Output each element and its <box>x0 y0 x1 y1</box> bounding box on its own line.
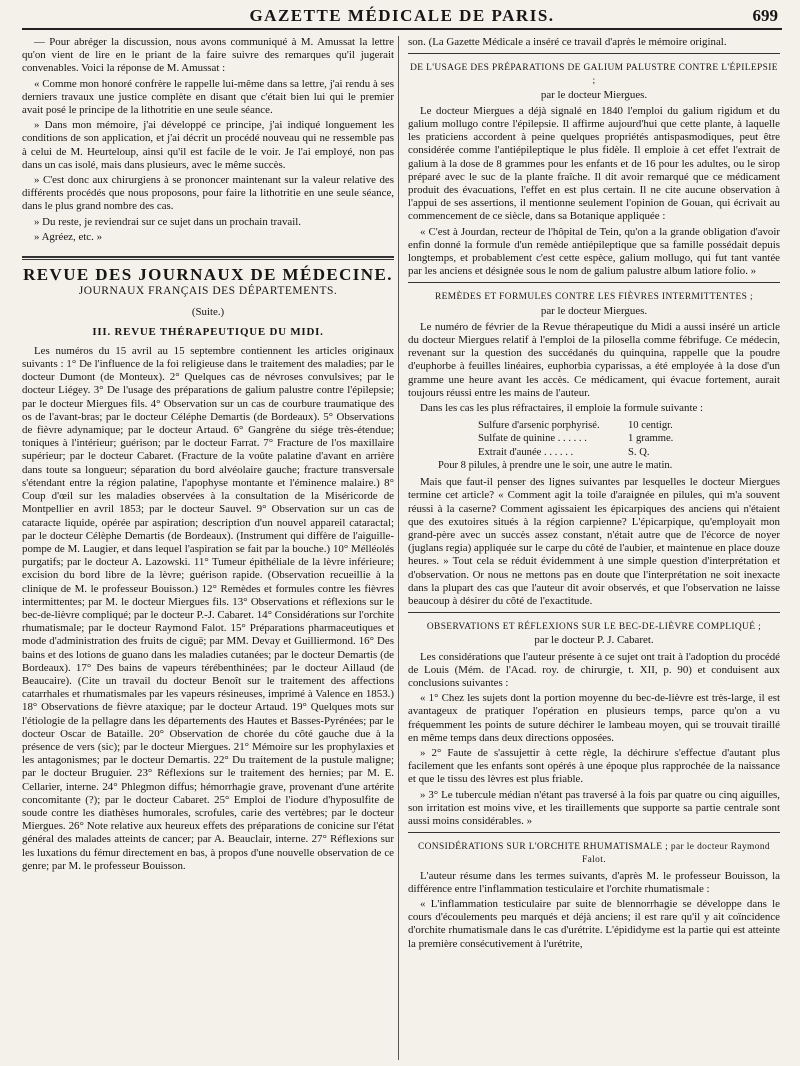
article-heading <box>408 291 780 318</box>
paragraph: « L'inflammation testiculaire par suite de blennorrhagie se développe dans le cours d'écoulements peu marqués et déjà anciens; il est rare qu'il y ait coïncidence d'orchite rhumatismale dans le cas d'urétrite. L'épididyme est la partie qui est atteinte la première consécutivement à l'urétrite, <box>408 897 780 950</box>
formula-ingredient: Sulfate de quinine . . . . . . <box>478 433 587 445</box>
right-column <box>408 36 780 1060</box>
formula-ingredient: Extrait d'aunée . . . . . . <box>478 446 574 458</box>
paragraph: » Dans mon mémoire, j'ai développé ce principe, j'ai indiqué longuement les conditions de son application, et j'ai décrit un procédé nouveau qui ne ressemble pas à celui de M. Heurteloup, ainsi qu'il est facile de le voir. Je l'ai employé, non pas dans un cas isolé, mais dans plusieurs, avec le même succès. <box>22 119 394 171</box>
formula-dose: S. Q. <box>628 446 650 458</box>
paragraph: Le docteur Miergues a déjà signalé en 1840 l'emploi du galium rigidum et du galium mollugo contre l'épilepsie. Il affirme aujourd'hui que cette plante, à laquelle les praticiens accordent à peine quelques propriétés antispasmodiques, peut être considérée comme l'antiépileptique le plus fidèle. Il emploie à cet effet l'extrait de galium à la dose de 8 grammes pour les enfants et de 16 pour les adultes, ou le sirop préparé avec le suc de la plante fraîche. Il dit avoir remarqué que ce médicament produit des évacuations, l'effet en est plus certain. Il ne cite aucune observation à l'appui de ses assertions, il mentionne seulement l'opinion de Gouan, qui écrivait au commencement de ce siècle, dans sa Botanique appliquée : <box>408 104 780 223</box>
article-heading: CONSIDÉRATIONS SUR L'ORCHITE RHUMATISMALE ; par le docteur Raymond Falot. <box>417 842 771 866</box>
paragraph: — Pour abréger la discussion, nous avons communiqué à M. Amussat la lettre qu'on vient de lire en le priant de la faire suivre des remarques qu'il jugerait convenables. Voici la réponse de M. Amussat : <box>22 36 394 75</box>
article-heading <box>408 621 780 648</box>
article-list: Les numéros du 15 avril au 15 septembre contiennent les articles originaux suivants : 1° De l'influence de la foi religieuse dans le traitement des maladies; par le docteur Dumont (de Monteux). 2° Quelques cas de névroses convulsives; par le docteur Liégey. 3° De l'usage des préparations de galium palustre contre l'épilepsie; par le docteur Miergues fils. 4° Observation sur un cas de courbure traumatique des os de l'avant-bras; par le docteur Céléphe Demartis (de Bordeaux). 5° Observations de fièvre adynamique; par le docteur Artaud. 6° Gangrène du siége très-étendue; toniques à l'intérieur; guérison; par le docteur Farrat. 7° Fracture de l'os maxillaire supérieur; par le docteur Cabaret. (Fracture de la voûte palatine d'avant en arrière dans toute sa longueur; séparation du bord alvéolaire gauche; fracture transversale s'étendant entre la région palatine, l'apophyse montante et l'éminence malaire.) 8° Coup d'œil sur les maladies observées à la consultation de la Miséricorde de Montpellier en avril 1853; par le docteur Sauvel. 9° Observation sur un cas de cataracte liquide, opérée par aspiration; description d'un nouvel appareil cataractal; par le docteur Célèphe Demartis (de Bordeaux). (Instrument qui diffère de l'aiguille-pompe de M. Laugier, et dans lequel l'aspiration se fait par la bouche.) 10° Mélléolés purgatifs; par le docteur A. Lazowski. 11° Tumeur épithéliale de la lèvre inférieure; excision du bord libre de la lèvre; guérison rapide. (Observation recueillie à la clinique de M. le professeur Bouisson.) 12° Remèdes et formules contre les fièvres intermittentes; par M. le docteur Miergues fils. 13° Observations et réflexions sur le bec-de-lièvre compliqué; par le docteur P.-J. Cabaret. 14° Considérations sur l'orchite rhumatismale; par le docteur Raymond Falot. 15° Préparations pharmaceutiques et mode d'administration des fruits de ciguë; par MM. Devay et Guilliermond. 16° Des bains et des lotions de guano dans les maladies cutanées; par le docteur Demartis (de Bordeaux). 17° Des bains de vapeurs térébenthinées; par le docteur Aillaud (de Beaucaire). (Cite un travail du docteur Benoît sur le traitement des affections catarrhales et rhumatismales par les vapeurs résineuses, imprimé à Valence en 1853.) 18° Observations de fièvre ataxique; par le docteur Artaud. 19° Quelques mots sur l'étiologie de la pellagre dans les départements des Hautes et Basses-Pyrénées; par le docteur Oscar de Bataille. 20° Observation de chorée du côté gauche due à la présence de vers (sic); par le docteur Miergues. 21° Mémoire sur les prophylaxies et les antagonismes; par le docteur Demartis. 22° Du traitement de la pustule maligne; par le docteur Bruguier. 23° Réflexions sur le traitement des hernies; par M. E. Cellarier, interne. 24° Phlegmon diffus; hémorrhagie grave, provenant d'une artérite concomitante (?); par le docteur Cabaret. 25° Emploi de l'iodure d'hyposulfite de soude contre les diathèses humorales, scrofules, carie des vertèbres; par le docteur Miergues. 26° Note relative aux heureux effets des préparations de conicine sur l'état général des malades atteints de cancer; par A. Beauclair, interne. 27° Réflexions sur les luxations du fémur directement en bas, à propos d'une nouvelle observation de ce genre; par M. le professeur Bouisson. <box>22 344 394 872</box>
section-rule <box>408 832 780 833</box>
paragraph: « C'est à Jourdan, recteur de l'hôpital de Tein, qu'on a la grande obligation d'avoir enfin donné la formule d'un remède antiépileptique que sa famille possédait depuis longtemps, et probablement c'est cette espèce, galium mollugo, qui fut tant vantée par les anciens et désignée sous le nom de galium palustre album latiore folio. » <box>408 225 780 278</box>
paragraph: » 2° Faute de s'assujettir à cette règle, la déchirure s'effectue d'autant plus facilement que les enfants sont opérés à une époque plus rapprochée de la naissance et que le tissu des lèvres est plus friable. <box>408 746 780 786</box>
heading-text: DE L'USAGE DES PRÉPARATIONS DE GALIUM PALUSTRE CONTRE L'ÉPILEPSIE ; <box>410 63 778 87</box>
heading-author: par le docteur Miergues. <box>540 304 648 317</box>
paragraph: » Du reste, je reviendrai sur ce sujet dans un prochain travail. <box>34 215 302 228</box>
article-heading <box>408 62 780 103</box>
paragraph: L'auteur résume dans les termes suivants, d'après M. le professeur Bouisson, la différence entre l'inflammation testiculaire et l'orchite rhumatismale : <box>408 869 780 895</box>
section-heading: III. REVUE THÉRAPEUTIQUE DU MIDI. <box>92 325 324 338</box>
review-title: REVUE DES JOURNAUX DE MÉDECINE. <box>23 265 393 285</box>
paragraph: Dans les cas les plus réfractaires, il emploie la formule suivante : <box>420 402 704 415</box>
column-divider <box>398 36 399 1060</box>
page-number: 699 <box>752 6 778 25</box>
journal-title: GAZETTE MÉDICALE DE PARIS. <box>249 6 555 25</box>
formula-block <box>438 419 780 472</box>
heading-text: REMÈDES ET FORMULES CONTRE LES FIÈVRES INTERMITTENTES ; <box>435 292 753 303</box>
heading-author: par le docteur P. J. Cabaret. <box>534 634 654 647</box>
paragraph: Mais que faut-il penser des lignes suivantes par lesquelles le docteur Miergues termine cet article? « Comment agit la toile d'araignée en pilules, qui m'a souvent réussi à la caserne? Comment agissaient les épicarpiques des anciens qui n'étaient que des exutoires situés à la région carpienne? L'épicarpique, qu'employait mon grand-père avec un succès assez constant, n'était autre que de l'écorce de noyer (juglans regia) appliquée sur le carpe du côté de l'aubier, et maintenue en place douze heures. » Tout cela se réduit évidemment à une simple question d'interprétation et d'observation. Or nous ne mettons pas en doute que l'interprétation ne soit inexacte dans la plupart des cas que l'auteur dit avoir observés, et que l'observation ne laisse beaucoup à désirer du côté de l'exactitude. <box>408 476 780 607</box>
paragraph: « Comme mon honoré confrère le rappelle lui-même dans sa lettre, j'ai rendu à ses derniers travaux une justice complète en disant que c'était bien lui qui le premier avait posé le principe de la lithotritie en une seule séance. <box>22 77 394 117</box>
section-rule <box>408 53 780 54</box>
formula-ingredient: Sulfure d'arsenic porphyrisé. <box>478 420 600 432</box>
left-column <box>22 36 394 1060</box>
heading-author: par le docteur Miergues. <box>540 88 648 101</box>
paragraph: Le numéro de février de la Revue thérapeutique du Midi a aussi inséré un article du docteur Miergues relatif à l'emploi de la pilosella comme fébrifuge. Ce médecin, revenant sur la question des succédanés du quinquina, rappelle que la poudre d'euphorbe à feuilles linéaires, euphorbia cyparissas, a été employée à la dose d'un gramme une heure avant les accès. Ce médicament, qui évacue fortement, aurait toujours réussi entre les mains de l'auteur. <box>408 320 780 399</box>
formula-dose: 10 centigr. <box>628 420 673 432</box>
section-rule <box>408 282 780 283</box>
paragraph: » C'est donc aux chirurgiens à se prononcer maintenant sur la valeur relative des différents procédés que nous proposons, pour faire la lithotritie en une seule séance, dans le plus grand nombre des cas. <box>22 174 394 213</box>
section-rule <box>22 256 394 260</box>
review-subtitle: JOURNAUX FRANÇAIS DES DÉPARTEMENTS. <box>78 285 338 298</box>
formula-dose: 1 gramme. <box>628 433 674 445</box>
paragraph: son. (La Gazette Médicale a inséré ce travail d'après le mémoire original. <box>408 36 727 48</box>
paragraph: « 1° Chez les sujets dont la portion moyenne du bec-de-lièvre est très-large, il est avantageux de pratiquer l'opération en plusieurs temps, parce qu'on a vu fréquemment les points de suture déchirer le lambeau moyen, qui se trouvait tiraillé en même temps dans deux directions opposées. <box>408 692 780 744</box>
paragraph: Les considérations que l'auteur présente à ce sujet ont trait à l'adoption du procédé de Louis (Mém. de l'Acad. roy. de chirurgie, t. XII, p. 90) et conduisent aux conclusions suivantes : <box>408 650 780 689</box>
formula-instructions: Pour 8 pilules, à prendre une le soir, une autre le matin. <box>438 459 673 471</box>
paragraph: » 3° Le tubercule médian n'étant pas traversé à la fois par quatre ou cinq aiguilles, son irritation est moins vive, et les tiraillements que supporte sa partie centrale sont aussi moins considérables. » <box>408 788 780 827</box>
section-rule <box>408 612 780 613</box>
suite-note: (Suite.) <box>191 306 225 319</box>
heading-text: OBSERVATIONS ET RÉFLEXIONS SUR LE BEC-DE-LIÈVRE COMPLIQUÉ ; <box>426 622 762 633</box>
paragraph: » Agréez, etc. » <box>34 230 103 243</box>
page-header <box>22 6 782 30</box>
